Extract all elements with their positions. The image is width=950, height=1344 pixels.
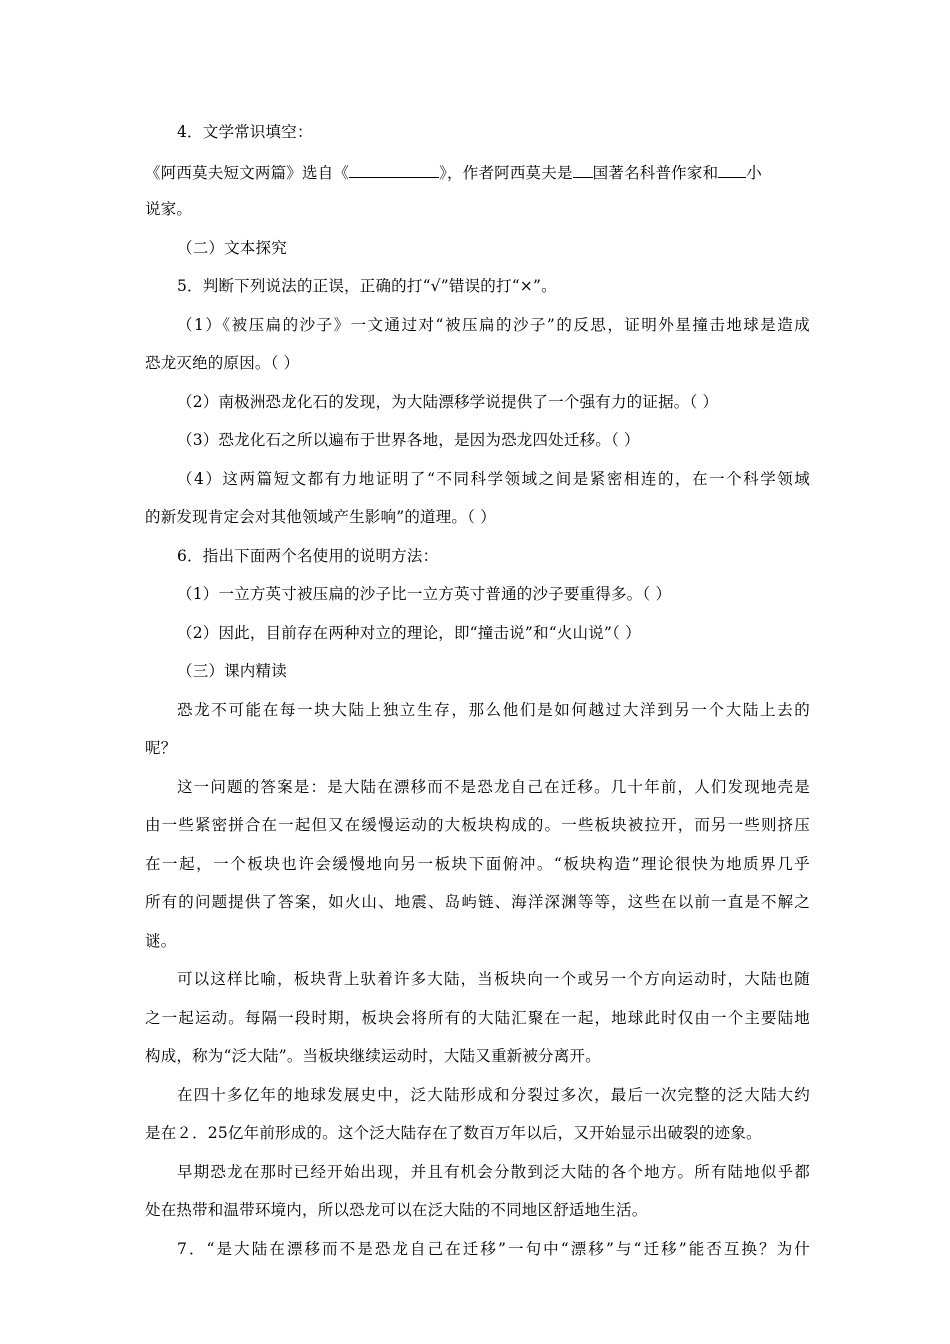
reading-p5-line2: 处在热带和温带环境内，所以恐龙可以在泛大陆的不同地区舒适地生活。 — [145, 1201, 648, 1219]
q7-line1: 7．“是大陆在漂移而不是恐龙自己在迁移”一句中“漂移”与“迁移”能否互换？为什 — [177, 1240, 810, 1258]
q4-line2: 说家。 — [145, 200, 193, 218]
q6-title: 6．指出下面两个名使用的说明方法： — [177, 547, 439, 565]
q5-item4-line1: （4）这两篇短文都有力地证明了“不同科学领域之间是紧密相连的，在一个科学领域 — [177, 470, 810, 488]
q5-title: 5．判断下列说法的正误，正确的打“√”错误的打“×”。 — [177, 277, 557, 295]
q5-item4-line2: 的新发现肯定会对其他领域产生影响”的道理。（ ） — [145, 508, 496, 526]
q4-text-a: 《阿西莫夫短文两篇》选自《 — [145, 164, 350, 182]
q4-line1 — [145, 161, 762, 183]
q4-text-d: 小 — [746, 164, 762, 182]
blank-country — [573, 161, 593, 178]
reading-p2-line3: 在一起，一个板块也许会缓慢地向另一板块下面俯冲。“板块构造”理论很快为地质界几乎 — [145, 855, 810, 873]
q5-item1-line2: 恐龙灭绝的原因。（ ） — [145, 354, 300, 372]
reading-p1-line2: 呢？ — [145, 739, 177, 757]
reading-p2-line2: 由一些紧密拼合在一起但又在缓慢运动的大板块构成的。一些板块被拉开，而另一些则挤压 — [145, 816, 810, 834]
reading-p2-line1: 这一问题的答案是：是大陆在漂移而不是恐龙自己在迁移。几十年前，人们发现地壳是 — [177, 778, 810, 796]
q6-item1: （1）一立方英寸被压扁的沙子比一立方英寸普通的沙子要重得多。（ ） — [177, 585, 672, 603]
q4-text-c: 国著名科普作家和 — [592, 164, 719, 182]
blank-genre — [718, 161, 746, 178]
blank-source — [349, 161, 439, 178]
section-heading-2: （二）文本探究 — [177, 239, 287, 257]
reading-p4-line1: 在四十多亿年的地球发展史中，泛大陆形成和分裂过多次，最后一次完整的泛大陆大约 — [177, 1086, 810, 1104]
reading-p4-line2: 是在２．25亿年前形成的。这个泛大陆存在了数百万年以后，又开始显示出破裂的迹象。 — [145, 1124, 762, 1142]
q4-title: 4．文学常识填空： — [177, 123, 313, 141]
reading-p2-line4: 所有的问题提供了答案，如火山、地震、岛屿链、海洋深渊等等，这些在以前一直是不解之 — [145, 893, 810, 911]
q5-item2: （2）南极洲恐龙化石的发现，为大陆漂移学说提供了一个强有力的证据。（ ） — [177, 393, 719, 411]
reading-p5-line1: 早期恐龙在那时已经开始出现，并且有机会分散到泛大陆的各个地方。所有陆地似乎都 — [177, 1163, 810, 1181]
reading-p3-line2: 之一起运动。每隔一段时期，板块会将所有的大陆汇聚在一起，地球此时仅由一个主要陆地 — [145, 1009, 810, 1027]
q5-item1-line1: （1）《被压扁的沙子》一文通过对“被压扁的沙子”的反思，证明外星撞击地球是造成 — [177, 316, 810, 334]
reading-p3-line3: 构成，称为“泛大陆”。当板块继续运动时，大陆又重新被分离开。 — [145, 1047, 601, 1065]
q6-item2: （2）因此，目前存在两种对立的理论，即“撞击说”和“火山说”（ ） — [177, 624, 641, 642]
section-heading-3: （三）课内精读 — [177, 662, 287, 680]
q4-text-b: 》，作者阿西莫夫是 — [439, 164, 573, 182]
q5-item3: （3）恐龙化石之所以遍布于世界各地，是因为恐龙四处迁移。（ ） — [177, 431, 640, 449]
reading-p2-line5: 谜。 — [145, 932, 177, 950]
reading-p3-line1: 可以这样比喻，板块背上驮着许多大陆，当板块向一个或另一个方向运动时，大陆也随 — [177, 970, 810, 988]
reading-p1-line1: 恐龙不可能在每一块大陆上独立生存，那么他们是如何越过大洋到另一个大陆上去的 — [177, 701, 810, 719]
